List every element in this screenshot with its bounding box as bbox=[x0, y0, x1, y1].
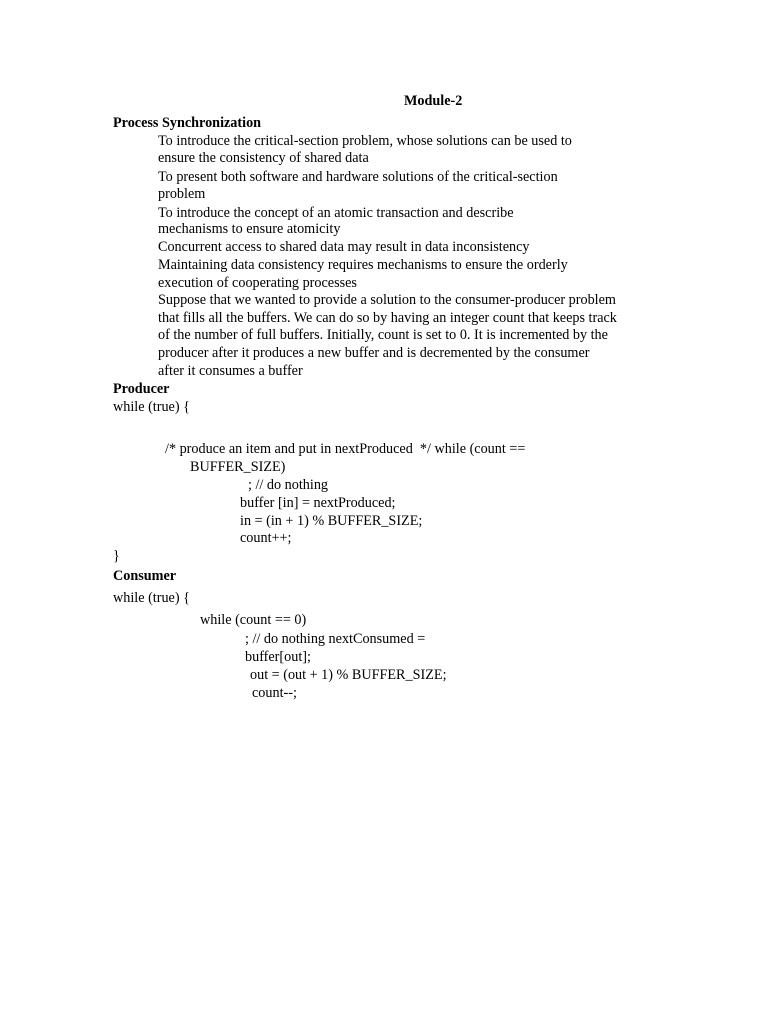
code-line: while (true) { bbox=[113, 399, 190, 415]
objective-line: problem bbox=[158, 186, 206, 202]
objective-line: ensure the consistency of shared data bbox=[158, 150, 369, 166]
code-line: buffer [in] = nextProduced; bbox=[240, 495, 396, 511]
objective-line: To introduce the critical-section problem, whose solutions can be used to bbox=[158, 133, 572, 149]
objective-line: To introduce the concept of an atomic transaction and describe bbox=[158, 205, 514, 221]
objective-line: mechanisms to ensure atomicity bbox=[158, 221, 341, 237]
page-title: Module-2 bbox=[404, 93, 463, 109]
objective-line: of the number of full buffers. Initially, count is set to 0. It is incremented by the bbox=[158, 327, 608, 343]
code-line: ; // do nothing nextConsumed = bbox=[245, 631, 426, 647]
objective-line: To present both software and hardware solutions of the critical-section bbox=[158, 169, 558, 185]
code-line: } bbox=[113, 548, 120, 564]
objective-line: execution of cooperating processes bbox=[158, 275, 357, 291]
code-line: while (true) { bbox=[113, 590, 190, 606]
objective-line: after it consumes a buffer bbox=[158, 363, 303, 379]
code-line: in = (in + 1) % BUFFER_SIZE; bbox=[240, 513, 423, 529]
code-line: /* produce an item and put in nextProduced */ while (count == bbox=[165, 441, 526, 457]
code-line: out = (out + 1) % BUFFER_SIZE; bbox=[250, 667, 447, 683]
producer-heading: Producer bbox=[113, 381, 170, 397]
objective-line: producer after it produces a new buffer and is decremented by the consumer bbox=[158, 345, 590, 361]
objective-line: Suppose that we wanted to provide a solution to the consumer-producer problem bbox=[158, 292, 616, 308]
code-line: count++; bbox=[240, 530, 292, 546]
code-line: buffer[out]; bbox=[245, 649, 311, 665]
code-line: count--; bbox=[252, 685, 297, 701]
code-line: ; // do nothing bbox=[248, 477, 329, 493]
objective-line: Maintaining data consistency requires mechanisms to ensure the orderly bbox=[158, 257, 568, 273]
code-line: while (count == 0) bbox=[200, 612, 307, 628]
section-heading: Process Synchronization bbox=[113, 115, 262, 131]
objective-line: Concurrent access to shared data may result in data inconsistency bbox=[158, 239, 530, 255]
objective-line: that fills all the buffers. We can do so by having an integer count that keeps track bbox=[158, 310, 617, 326]
consumer-heading: Consumer bbox=[113, 568, 177, 584]
code-line: BUFFER_SIZE) bbox=[190, 459, 286, 475]
